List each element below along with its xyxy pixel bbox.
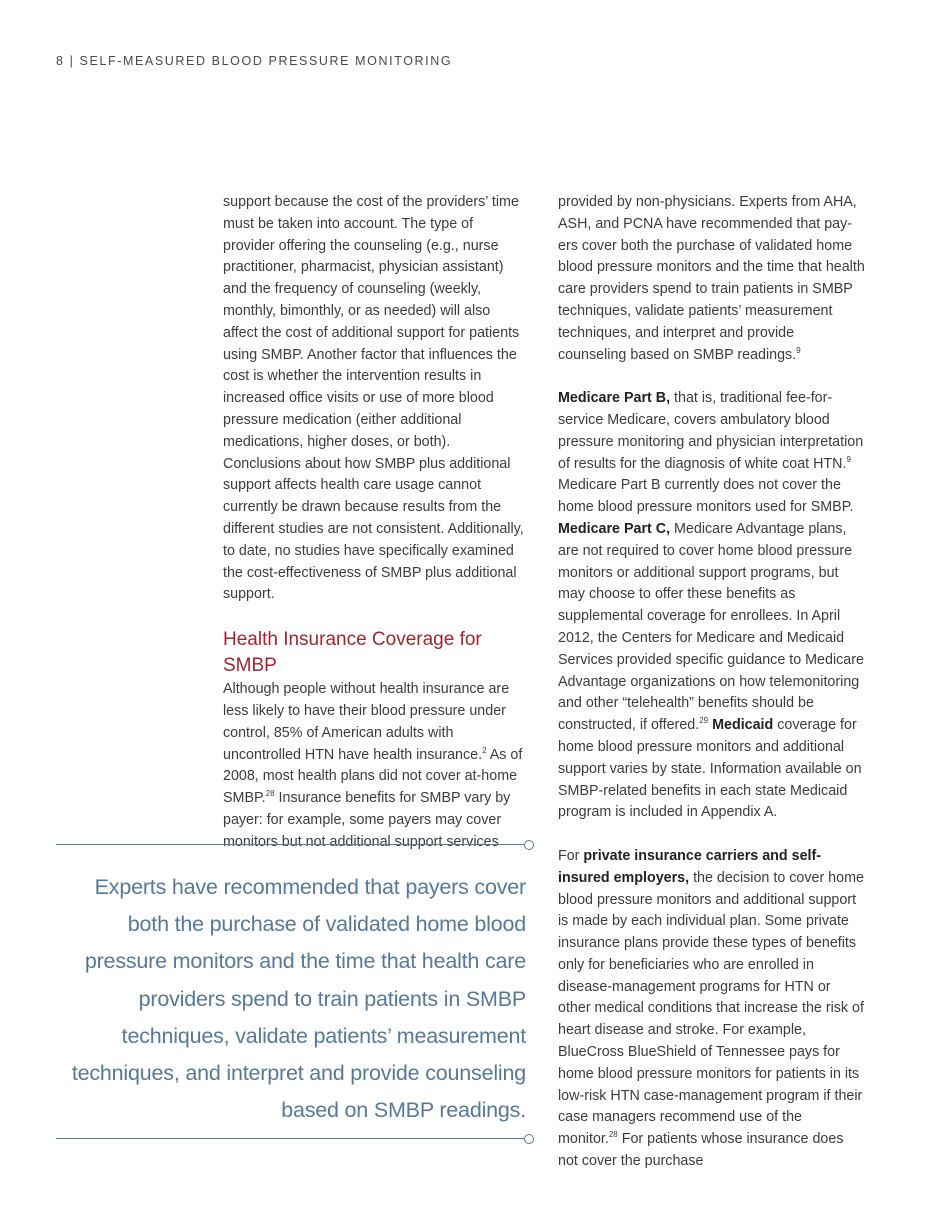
footnote-ref: 2 [482, 745, 487, 755]
pull-quote: Experts have recommended that payers cover both the purchase of validated home blood pressure monitors and the time that health care providers spend to train patients in SMBP techniques, validate patients’ measurement techniques, and interpret and provide counseling based on SMBP readings. [71, 875, 526, 1123]
right-column [558, 192, 865, 1173]
body-paragraph [558, 388, 865, 824]
body-paragraph [558, 192, 865, 366]
text-run: Although people without health insurance are less likely to have their blood pressure under control, 85% of American adults with uncontrolled HTN have health insurance. [223, 681, 510, 763]
text-run: Medicare Part B currently does not cover the home blood pressure monitors used for SMBP. [558, 477, 854, 516]
pull-quote-top-rule [56, 844, 524, 845]
footnote-ref: 9 [846, 454, 851, 464]
pull-quote-bottom-rule [56, 1138, 524, 1139]
footnote-ref: 29 [699, 716, 709, 726]
text-run: the decision to cover home blood pressure monitors and additional support is made by each individual plan. Some private insurance plans provide these types of benefits only for beneficiaries who are enrolled in disease-management programs for HTN or other medical conditions that increase the risk of heart disease and stroke. For example, BlueCross BlueShield of Tennessee pays for home blood pressure monitors for patients in its low-risk HTN case-management program if their case managers recommend use of the monitor. [558, 869, 864, 1148]
text-run: As of 2008, most health plans did not cover at-home SMBP. [223, 746, 523, 807]
body-paragraph [223, 679, 528, 853]
bold-term: Medicare Part C, [558, 520, 671, 537]
footnote-ref: 9 [796, 345, 801, 355]
text-run: Medicare Advantage plans, are not required to cover home blood pressure monitors or additional support programs, but may choose to offer these benefits as supplemental coverage for enrollees. In April 2012, the Centers for Medicare and Medicaid Services provided specific guidance to Medicare Advantage organizations on how telemonitoring and other “telehealth” benefits should be constructed, if offered. [558, 520, 864, 734]
bold-term: Medicaid [712, 717, 774, 734]
section-heading: Health Insurance Coverage for SMBP [223, 629, 482, 677]
text-run: that is, traditional fee-for-service Medicare, covers ambulatory blood pressure monitoring and physician interpretation of results for the diagnosis of white coat HTN. [558, 390, 864, 472]
footnote-ref: 28 [265, 789, 275, 799]
body-paragraph: support because the cost of the providers’ time must be taken into account. The type of provider offering the counseling (e.g., nurse practitioner, pharmacist, physician assistant) and the frequency of counseling (weekly, monthly, bimonthly, or as needed) will also affect the cost of additional support for patients using SMBP. Another factor that influences the cost is whether the intervention results in increased office visits or use of more blood pressure medication (either additional medications, higher doses, or both). Conclusions about how SMBP plus additional support affects health care usage cannot currently be drawn because results from the different studies are not consistent. Additionally, to date, no studies have specifically examined the cost-effectiveness of SMBP plus additional support. [223, 194, 524, 603]
left-column [223, 192, 528, 854]
bold-term: Medicare Part B, [558, 390, 671, 407]
running-head: 8 | SELF-MEASURED BLOOD PRESSURE MONITORING [56, 54, 453, 68]
rule-end-circle-icon [524, 1134, 534, 1144]
bold-term: private insurance carriers and self-insured employers, [558, 847, 822, 886]
rule-end-circle-icon [524, 840, 534, 850]
text-run: For patients whose insurance does not cover the purchase [558, 1131, 844, 1170]
footnote-ref: 28 [608, 1130, 618, 1140]
text-run: Insurance benefits for SMBP vary by payer: for example, some payers may cover monitors but not additional support services [223, 790, 511, 850]
text-run: coverage for home blood pressure monitors and additional support varies by state. Information available on SMBP-related benefits in each state Medicaid program is included in Appendix A. [558, 717, 862, 821]
text-run: For [558, 847, 584, 864]
text-run: provided by non-physicians. Experts from AHA, ASH, and PCNA have recommended that payers cover both the purchase of validated home blood pressure monitors and the time that health care providers spend to train patients in SMBP techniques, validate patients’ measurement techniques, and interpret and provide counseling based on SMBP readings. [558, 194, 865, 363]
body-paragraph [558, 846, 865, 1173]
